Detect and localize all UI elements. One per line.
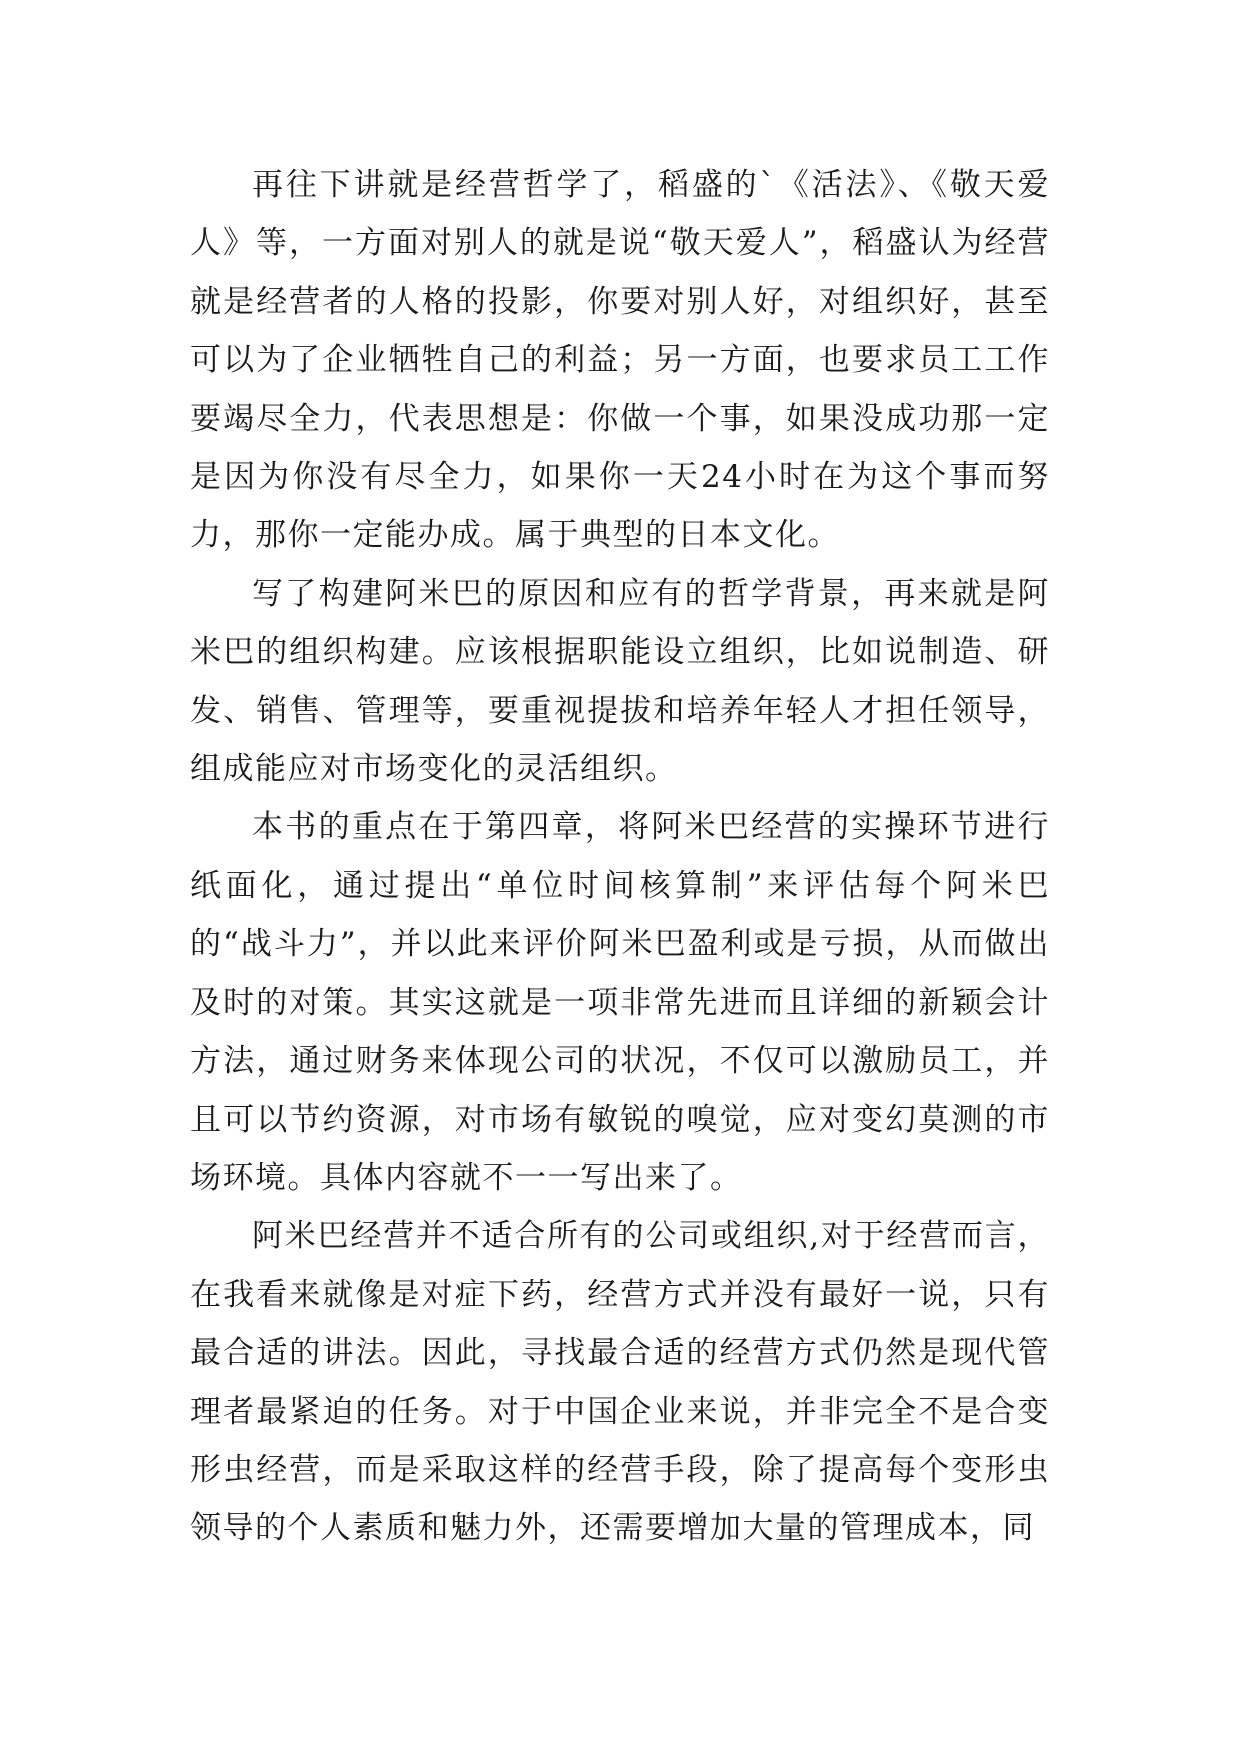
paragraph-business-philosophy: 再往下讲就是经营哲学了，稻盛的`《活法》、《敬天爱人》等，一方面对别人的就是说“敬天爱人”，稻盛认为经营就是经营者的人格的投影，你要对别人好，对组织好，甚至可以为了企业牺牲自己的利益；另一方面，也要求员工工作要竭尽全力，代表思想是：你做一个事，如果没成功那一定是因为你没有尽全力，如果你一天24小时在为这个事而努力，那你一定能办成。属于典型的日本文化。 xyxy=(190,167,1050,554)
paragraph-applicability: 阿米巴经营并不适合所有的公司或组织,对于经营而言，在我看来就像是对症下药，经营方式并没有最好一说，只有最合适的讲法。因此，寻找最合适的经营方式仍然是现代管理者最紧迫的任务。对于中国企业来说，并非完全不是合变形虫经营，而是采取这样的经营手段，除了提高每个变形虫领导的个人素质和魅力外，还需要增加大量的管理成本，同 xyxy=(190,1218,1050,1547)
body-text xyxy=(190,156,1050,1558)
paragraph-amoeba-organization: 写了构建阿米巴的原因和应有的哲学背景，再来就是阿米巴的组织构建。应该根据职能设立组织，比如说制造、研发、销售、管理等，要重视提拔和培养年轻人才担任领导，组成能应对市场变化的灵活组织。 xyxy=(190,575,1050,788)
paragraph-chapter-four: 本书的重点在于第四章，将阿米巴经营的实操环节进行纸面化，通过提出“单位时间核算制”来评估每个阿米巴的“战斗力”，并以此来评价阿米巴盈利或是亏损，从而做出及时的对策。其实这就是一项非常先进而且详细的新颖会计方法，通过财务来体现公司的状况，不仅可以激励员工，并且可以节约资源，对市场有敏锐的嗅觉，应对变幻莫测的市场环境。具体内容就不一一写出来了。 xyxy=(190,809,1050,1196)
